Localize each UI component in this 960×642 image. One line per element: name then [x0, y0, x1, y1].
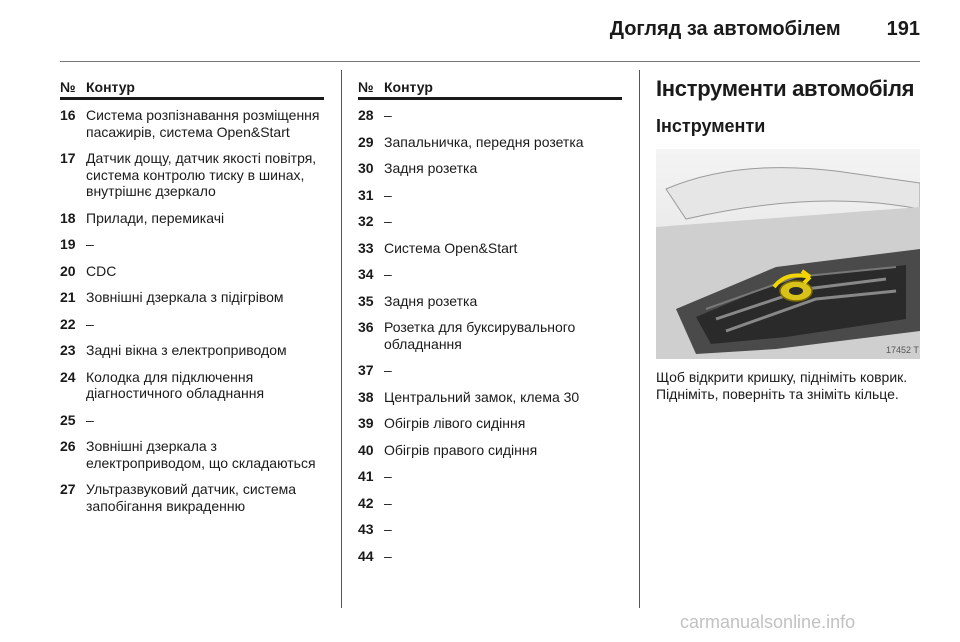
- fuse-circuit: Зовнішні дзеркала з підігрівом: [86, 289, 284, 305]
- fuse-number: 18: [60, 209, 76, 226]
- fuse-number: 24: [60, 368, 76, 385]
- fuse-circuit: Центральний замок, клема 30: [384, 388, 580, 405]
- table-row: [60, 369, 324, 402]
- fuse-circuit: –: [384, 521, 392, 537]
- table-row: [358, 389, 622, 406]
- col-label-header: Контур: [384, 79, 433, 95]
- table-row: [60, 316, 324, 333]
- image-code: 17452 T: [886, 345, 919, 355]
- tools-caption: Щоб відкрити кришку, підніміть коврик. Підніміть, поверніть та зніміть кільце.: [656, 369, 908, 402]
- fuse-number: 35: [358, 292, 374, 309]
- table-row: [60, 210, 324, 227]
- fuse-number: 41: [358, 468, 374, 484]
- fuse-circuit: –: [384, 494, 392, 511]
- table-row: [358, 213, 622, 230]
- fuse-circuit: Датчик дощу, датчик якості повітря, система контролю тиску в шинах, внутрішнє дзеркало: [86, 150, 317, 199]
- fuse-number: 31: [358, 186, 374, 203]
- fuse-circuit: CDC: [86, 262, 117, 279]
- table-row: [358, 442, 622, 459]
- fuse-circuit: Зовнішні дзеркала з електроприводом, що складаються: [86, 438, 316, 471]
- column-divider: [341, 70, 342, 608]
- fuse-circuit: Система Open&Start: [384, 239, 518, 256]
- table-row: [60, 236, 324, 253]
- fuse-number: 16: [60, 107, 76, 123]
- col-label-header: Контур: [86, 79, 135, 95]
- fuse-number: 34: [358, 266, 374, 282]
- table-row: [60, 481, 324, 514]
- fuse-number: 29: [358, 133, 374, 150]
- fuse-circuit: Система розпізнавання розміщення пасажирів, система Open&Start: [86, 107, 320, 140]
- fuse-circuit: Прилади, перемикачі: [86, 209, 225, 226]
- table-row: [358, 293, 622, 310]
- table-row: [358, 319, 622, 352]
- fuse-circuit: Розетка для буксирувального обладнання: [384, 319, 576, 352]
- table-row: [358, 468, 622, 485]
- fuse-number: 25: [60, 411, 76, 428]
- fuse-circuit: Задні вікна з електроприводом: [86, 342, 287, 358]
- fuse-circuit: –: [86, 411, 94, 428]
- trunk-floor-photo: [656, 149, 920, 359]
- fuse-number: 42: [358, 494, 374, 511]
- fuse-number: 21: [60, 289, 76, 305]
- fuse-number: 39: [358, 415, 374, 431]
- table-header: [358, 78, 622, 100]
- fuse-number: 44: [358, 547, 374, 564]
- fuse-number: 36: [358, 319, 374, 335]
- fuse-circuit: Задня розетка: [384, 160, 478, 176]
- table-row: [358, 415, 622, 432]
- fuse-number: 32: [358, 213, 374, 229]
- tools-section: [656, 78, 920, 403]
- page-title: Догляд за автомобілем: [609, 18, 841, 40]
- fuse-number: 37: [358, 362, 374, 378]
- column-divider: [639, 70, 640, 608]
- table-row: [358, 362, 622, 379]
- fuse-circuit: Обігрів правого сидіння: [384, 441, 538, 458]
- fuse-circuit: –: [86, 315, 94, 332]
- table-row: [358, 240, 622, 257]
- section-heading: Інструменти автомобіля: [656, 76, 915, 101]
- fuse-number: 22: [60, 315, 76, 332]
- left-fuse-table: [60, 78, 324, 524]
- fuse-number: 20: [60, 262, 76, 279]
- col-num-header: №: [358, 79, 374, 95]
- table-row: [60, 342, 324, 359]
- fuse-circuit: –: [384, 468, 392, 484]
- fuse-number: 40: [358, 441, 374, 458]
- table-row: [60, 150, 324, 200]
- fuse-circuit: –: [86, 236, 94, 252]
- table-rows: [358, 107, 622, 564]
- fuse-circuit: –: [384, 213, 392, 229]
- table-row: [60, 263, 324, 280]
- fuse-number: 28: [358, 107, 374, 123]
- section-subheading: Інструменти: [656, 116, 766, 136]
- fuse-number: 27: [60, 481, 76, 497]
- fuse-circuit: –: [384, 547, 392, 564]
- table-header: [60, 78, 324, 100]
- page-number: 191: [886, 18, 920, 40]
- fuse-number: 26: [60, 438, 76, 454]
- fuse-circuit: –: [384, 266, 392, 282]
- fuse-circuit: Обігрів лівого сидіння: [384, 415, 526, 431]
- fuse-circuit: –: [384, 186, 392, 203]
- table-row: [358, 134, 622, 151]
- fuse-number: 33: [358, 239, 374, 256]
- table-row: [358, 521, 622, 538]
- table-row: [358, 160, 622, 177]
- table-row: [358, 107, 622, 124]
- page-header: [60, 18, 920, 46]
- fuse-number: 30: [358, 160, 374, 176]
- table-row: [60, 289, 324, 306]
- table-row: [60, 438, 324, 471]
- table-row: [358, 187, 622, 204]
- table-rows: [60, 107, 324, 514]
- fuse-circuit: Запальничка, передня розетка: [384, 133, 584, 150]
- fuse-circuit: Задня розетка: [384, 292, 478, 309]
- fuse-circuit: Колодка для підключення діагностичного обладнання: [86, 368, 265, 401]
- table-row: [60, 107, 324, 140]
- middle-fuse-table: [358, 78, 622, 574]
- col-num-header: №: [60, 79, 76, 95]
- fuse-number: 23: [60, 342, 76, 358]
- fuse-circuit: Ультразвуковий датчик, система запобігання викраденню: [86, 481, 297, 514]
- fuse-number: 19: [60, 236, 76, 252]
- table-row: [358, 266, 622, 283]
- fuse-circuit: –: [384, 107, 392, 123]
- watermark: carmanualsonline.info: [680, 612, 856, 632]
- table-row: [358, 548, 622, 565]
- fuse-circuit: –: [384, 362, 392, 378]
- header-rule: [60, 61, 920, 62]
- fuse-number: 38: [358, 388, 374, 405]
- table-row: [358, 495, 622, 512]
- table-row: [60, 412, 324, 429]
- fuse-number: 17: [60, 150, 76, 166]
- fuse-number: 43: [358, 521, 374, 537]
